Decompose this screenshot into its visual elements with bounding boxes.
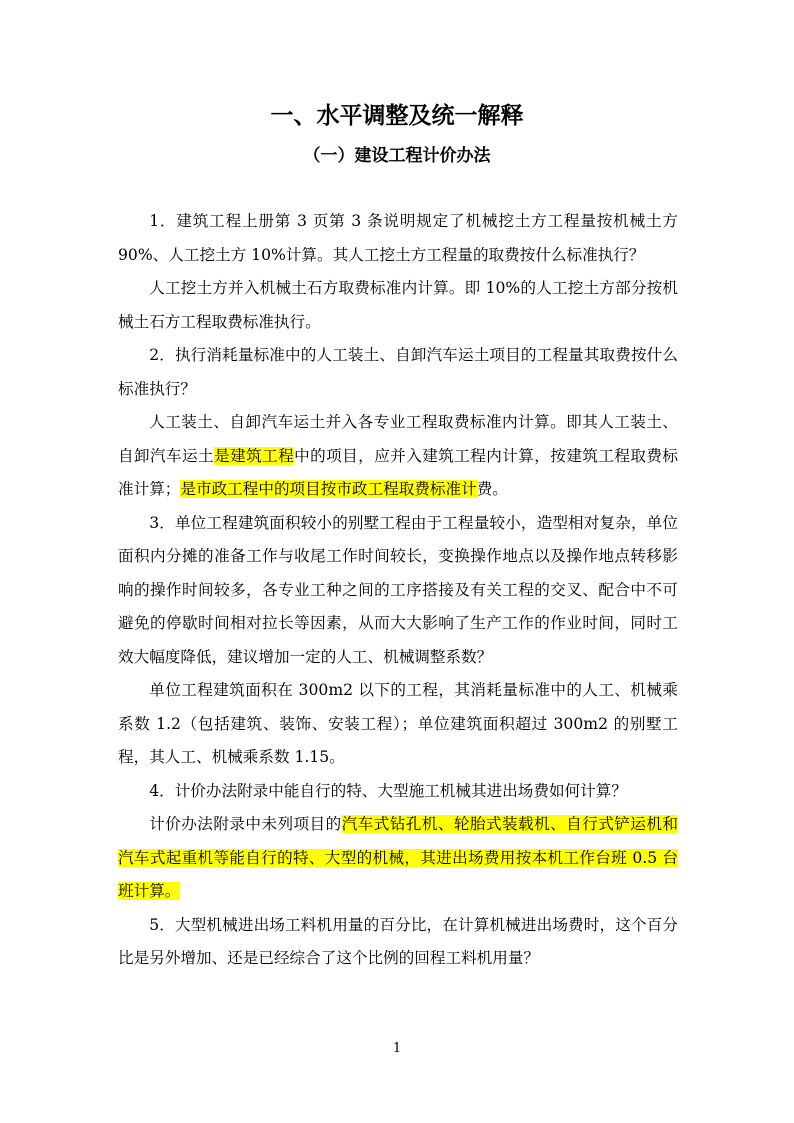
question-2: 2．执行消耗量标准中的人工装土、自卸汽车运土项目的工程量其取费按什么标准执行？ — [118, 346, 678, 398]
answer-2-highlight-a: 是建筑工程 — [214, 446, 295, 465]
answer-3: 单位工程建筑面积在 300m2 以下的工程，其消耗量标准中的人工、机械乘系数 1.2（包括建筑、装饰、安装工程）；单位建筑面积超过 300m2 的别墅工程，其人工、机械乘系数 1.15。 — [118, 681, 678, 766]
answer-2-highlight-b: 是市政工程中的项目按市政工程取费标准计 — [180, 480, 477, 498]
question-4: 4．计价办法附录中能自行的特、大型施工机械其进出场费如何计算？ — [149, 781, 627, 800]
question-5: 5．大型机械进出场工料机用量的百分比，在计算机械进出场费时，这个百分比是另外增加、还是已经综合了这个比例的回程工料机用量？ — [118, 915, 678, 967]
question-3: 3．单位工程建筑面积较小的别墅工程由于工程量较小，造型相对复杂，单位面积内分摊的准备工作与收尾工作时间较长，变换操作地点以及操作地点转移影响的操作时间较多，各专业工种之间的工序搭接及有关工程的交叉、配合中不可避免的停歇时间相对拉长等因素，从而大大影响了生产工作的作业时间，同时工效大幅度降低，建议增加一定的人工、机械调整系数？ — [118, 513, 678, 666]
answer-2 — [118, 406, 678, 507]
section-title: 一、水平调整及统一解释 — [270, 103, 524, 129]
answer-2-text-c: 费。 — [476, 480, 508, 498]
section-subtitle: （一）建设工程计价办法 — [303, 146, 491, 166]
answer-1: 人工挖土方并入机械土石方取费标准内计算。即 10%的人工挖土方部分按机械土石方工程取费标准执行。 — [118, 279, 678, 331]
answer-4 — [118, 808, 678, 909]
question-1: 1．建筑工程上册第 3 页第 3 条说明规定了机械挖土方工程量按机械土方 90%、人工挖土方 10%计算。其人工挖土方工程量的取费按什么标准执行？ — [118, 212, 678, 264]
document-body — [118, 205, 678, 976]
answer-4-text: 计价办法附录中未列项目的 — [149, 815, 342, 833]
answer-2-text-b: 中的项目，应并入建筑工程内计算，按建筑工程取费标准计算； — [118, 446, 678, 498]
answer-2-text-a: 人工装土、自卸汽车运土并入各专业工程取费标准内计算。即其人工装土、自卸汽车运土 — [118, 413, 678, 465]
answer-4-highlight: 汽车式钻孔机、轮胎式装载机、自行式铲运机和汽车式起重机等能自行的特、大型的机械，其进出场费用按本机工作台班 0.5 台班计算。 — [118, 815, 678, 900]
page-number: 1 — [392, 1041, 402, 1056]
